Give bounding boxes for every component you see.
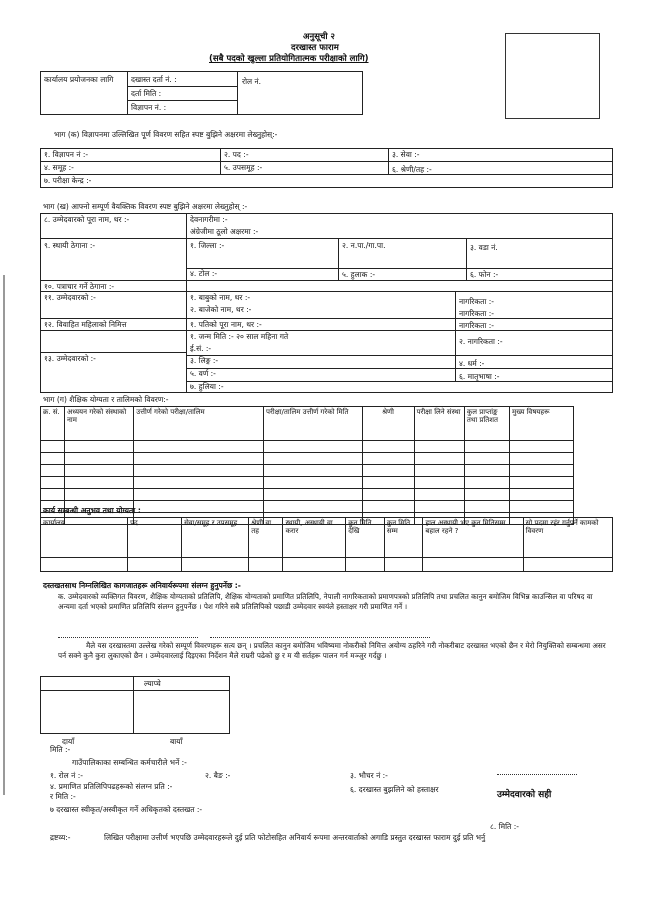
edu-col-date: परीक्षा/तालिम उत्तीर्ण गरेको मिति [264, 407, 362, 441]
office-use-label: कार्यालय प्रयोजनका लागि [44, 75, 114, 84]
thumbprint-title: ल्याप्चे [144, 679, 161, 688]
religion-field[interactable]: ४. धर्म :- [459, 359, 485, 368]
appearance-field[interactable]: ७. हुलिया :- [190, 382, 224, 391]
office-reg-date: दर्ता मिति : [131, 89, 162, 98]
exp-col-to: कुन मिति सम्म [384, 518, 423, 558]
footer-roll-no[interactable]: १. रोल नं :- [50, 771, 83, 780]
husband-name-field[interactable]: १. पतिको पूरा नाम, थर :- [190, 320, 262, 329]
note-text: लिखित परीक्षामा उत्तीर्ण भएपछि उम्मेदवारहरूले दुई प्रति फोटोसहित अनिवार्य रूपमा अन्तरवार्ताको अगाडि प्रस्तुत दरखास्त फाराम दुई प्रति भर्नु [104, 833, 486, 842]
exp-col-office: कार्यालय [41, 518, 128, 558]
part-a-heading: भाग (क) विज्ञापनमा उल्लिखित पूर्ण विवरण सहित स्पष्ट बुझिने अक्षरमा लेख्नुहोस्:- [54, 130, 278, 139]
edu-col-board: परीक्षा लिने संस्था [414, 407, 464, 441]
footer-approver-sign[interactable]: ७ दरखास्त स्वीकृत/अस्वीकृत गर्ने अधिकृतको दस्तखत :- [50, 805, 203, 814]
name-english-field[interactable]: अंग्रेजीमा ठूलो अक्षरमा :- [190, 227, 259, 236]
caste-field[interactable]: ५. वर्ण :- [190, 369, 216, 378]
candidate-signature-label: उम्मेदवारको सही [497, 790, 552, 800]
mother-tongue-field[interactable]: ६. मातृभाषा :- [459, 372, 500, 381]
edu-col-subjects: मुख्य विषयहरू [510, 407, 574, 441]
part-b-heading: भाग (ख) आफ्नो सम्पूर्ण वैयक्तिक विवरण स्पष्ट बुझिने अक्षरमा लेख्नुहोस् :- [43, 202, 248, 211]
exam-center-field[interactable]: ७. परीक्षा केन्द्र :- [44, 176, 92, 185]
exp-col-service: सेवा/समूह र उपसमूह [182, 518, 249, 558]
level-field[interactable]: ६. श्रेणी/तह :- [392, 165, 432, 174]
table-row[interactable] [41, 441, 574, 453]
name-devanagari-field[interactable]: देवनागरीमा :- [190, 215, 228, 224]
right-thumb-area[interactable] [40, 692, 132, 733]
right-thumb-label: दायाँ [62, 737, 75, 746]
edu-col-exam: उत्तीर्ण गरेको परीक्षा/तालिम [134, 407, 264, 441]
left-thumb-area[interactable] [134, 692, 229, 733]
gender-field[interactable]: ३. लिङ्ग :- [190, 356, 219, 365]
married-woman-label: १२. विवाहित महिलाको निमित्त [44, 320, 127, 329]
left-thumb-label: बायाँ [170, 737, 183, 746]
edu-col-sn: क्र. सं. [41, 407, 65, 441]
tole-field[interactable]: ४. टोल :- [190, 269, 218, 278]
father-citizenship-field[interactable]: नागरिकता :- [459, 297, 494, 306]
office-ad-no: विज्ञापन नं. : [131, 103, 167, 112]
office-roll-no: रोल नं. [242, 77, 262, 86]
ad-no-field[interactable]: १. विज्ञापन नं :- [44, 150, 89, 159]
attachments-text: क. उम्मेदवारको व्यक्तिगत विवरण, शैक्षिक योग्यताको प्रतिलिपि, शैक्षिक योग्यताको प्रमाणित प्रतिलिपि, नेपाली नागरिकताको प्रमाणपत्रको प्रतिलिपि तथा प्रचलित कानुन बमोजिम विभिन्न काउन्सिल वा परिषद वा अन्यमा दर्ता भएको प्रमाणित प्रतिलिपि संलग्न हुनुपर्नेछ । पेश गरिने सबै प्रतिलिपिको पछाडी उम्मेदवार स्वयंले हस्ताक्षर गरी प्रमाणित गर्ने । [58, 592, 593, 611]
candidate-13-label: १३. उम्मेदवारको :- [44, 354, 96, 363]
experience-table [40, 517, 613, 572]
table-row[interactable] [41, 558, 613, 572]
mail-address-field[interactable]: १०. पत्राचार गर्ने ठेगाना :- [44, 282, 115, 291]
district-field[interactable]: १. जिल्ला :- [190, 241, 225, 250]
exp-col-duties: सो पदमा रहंर गर्नुपर्ने कामको विवरण [523, 518, 612, 558]
table-row[interactable] [41, 477, 574, 489]
exp-col-level: श्रेणी वा तह [249, 518, 283, 558]
edu-col-institution: अध्ययन गरेको संस्थाको नाम [65, 407, 134, 441]
footer-attached-copies[interactable]: ४. प्रमाणित प्रतिलिपिपढहरूको संलग्न प्रति :- [50, 782, 173, 791]
dob-field[interactable]: १. जन्म मिति :- २० साल महिना गते [190, 332, 289, 341]
ward-field[interactable]: ३. वडा नं. [470, 243, 498, 252]
note-label: द्रष्टव्य:- [50, 833, 71, 842]
office-reg-no: दखास्त दर्ता नं. : [131, 75, 177, 84]
table-row[interactable] [41, 465, 574, 477]
footer-voucher[interactable]: ३. भौचर नं :- [350, 771, 388, 780]
photo-box[interactable] [505, 33, 600, 119]
exp-col-from: कुन मिति देखि [346, 518, 385, 558]
footer-receiver-sign[interactable]: ६. दरखास्त बुझलिने को हस्ताक्षर [350, 785, 439, 794]
oath-text: मैले यस दरखास्तमा उल्लेख गरेको सम्पूर्ण विवरणहरू सत्य छन् । प्रचलित कानुन बमोजिम भविष्यमा नोकरीको निमित्त अयोग्य ठहरिने गरी नोकरीबाट दरखास्त भएको छैन र मेरो नियुक्तिको सम्बन्धमा असर पर्न सक्ने कुनै कुरा लुकाएको छैन । उम्मेदवारलाई दिइएका निर्देशन मैले राम्ररी पढेको छु र म यी सर्तहरू पालन गर्न मञ्जुर गर्दछु । [58, 641, 606, 660]
table-row[interactable] [41, 489, 574, 501]
part-c-heading: भाग (ग) शैक्षिक योग्यता र तालिमको विवरण:- [43, 395, 169, 404]
exp-col-type: स्थायी, अस्थायी वा करार [283, 518, 346, 558]
footer-date2[interactable]: र मिति :- [50, 792, 76, 801]
attachments-heading: दस्तखतसाथ निम्नलिखित कागजातहरू अनिवार्यरूपमा संलग्न हुनुपर्नेछ :- [43, 581, 241, 590]
candidate-11-label: ११. उम्मेदवारको :- [44, 293, 96, 302]
group-field[interactable]: ४. समूह :- [44, 163, 74, 172]
office-use-heading: गाउँपालिकाका सम्बन्धित कर्मचारीले भर्ने :- [72, 758, 187, 767]
schedule-label: अनुसूची २ [303, 32, 335, 42]
experience-heading: कार्य सम्बन्धी अनुभव तथा योग्यता : [43, 506, 141, 515]
grandfather-citizenship-field[interactable]: नागरिकता :- [459, 309, 494, 318]
exp-col-until: हाल अस्थायी भए कुन मितिसम्म बहाल रहने ? [423, 518, 523, 558]
service-field[interactable]: ३. सेवा :- [392, 150, 420, 159]
exp-col-post: पद [128, 518, 182, 558]
postal-field[interactable]: ५. हुलाक :- [342, 270, 376, 279]
post-field[interactable]: २. पद :- [224, 150, 249, 159]
part-a-table [40, 148, 613, 188]
footer-date3[interactable]: ८. मिति :- [490, 822, 519, 831]
grandfather-name-field[interactable]: २. बाजेको नाम, थर :- [190, 305, 252, 314]
subgroup-field[interactable]: ५. उपसमूह :- [224, 163, 263, 172]
municipality-field[interactable]: २. न.पा./गा.पा. [342, 241, 386, 250]
form-title: दरखास्त फाराम [291, 43, 339, 53]
footer-bank[interactable]: २. बैङ :- [205, 771, 231, 780]
part-b-table [40, 213, 613, 393]
form-subtitle: (सबै पदको खुल्ला प्रतियोगितात्मक परीक्षाको लागि) [209, 54, 369, 64]
perm-address-label: ९. स्थायी ठेगाना :- [44, 241, 96, 250]
candidate-citizenship-field[interactable]: २. नागरिकता :- [459, 337, 503, 346]
husband-citizenship-field[interactable]: नागरिकता :- [459, 321, 494, 330]
dob-ad-field[interactable]: ई.सं. :- [190, 344, 212, 353]
father-name-field[interactable]: १. बाबुको नाम, थर :- [190, 293, 251, 302]
candidate-name-label: ८. उम्मेदवारको पूरा नाम, थर :- [44, 215, 130, 224]
footer-date[interactable]: मिति :- [50, 745, 71, 754]
table-row[interactable] [41, 453, 574, 465]
edu-col-marks: कुल प्राप्तांङ्क तथा प्रतिशत [464, 407, 509, 441]
phone-field[interactable]: ६. फोन :- [470, 270, 499, 279]
edu-col-division: श्रेणी [362, 407, 414, 441]
